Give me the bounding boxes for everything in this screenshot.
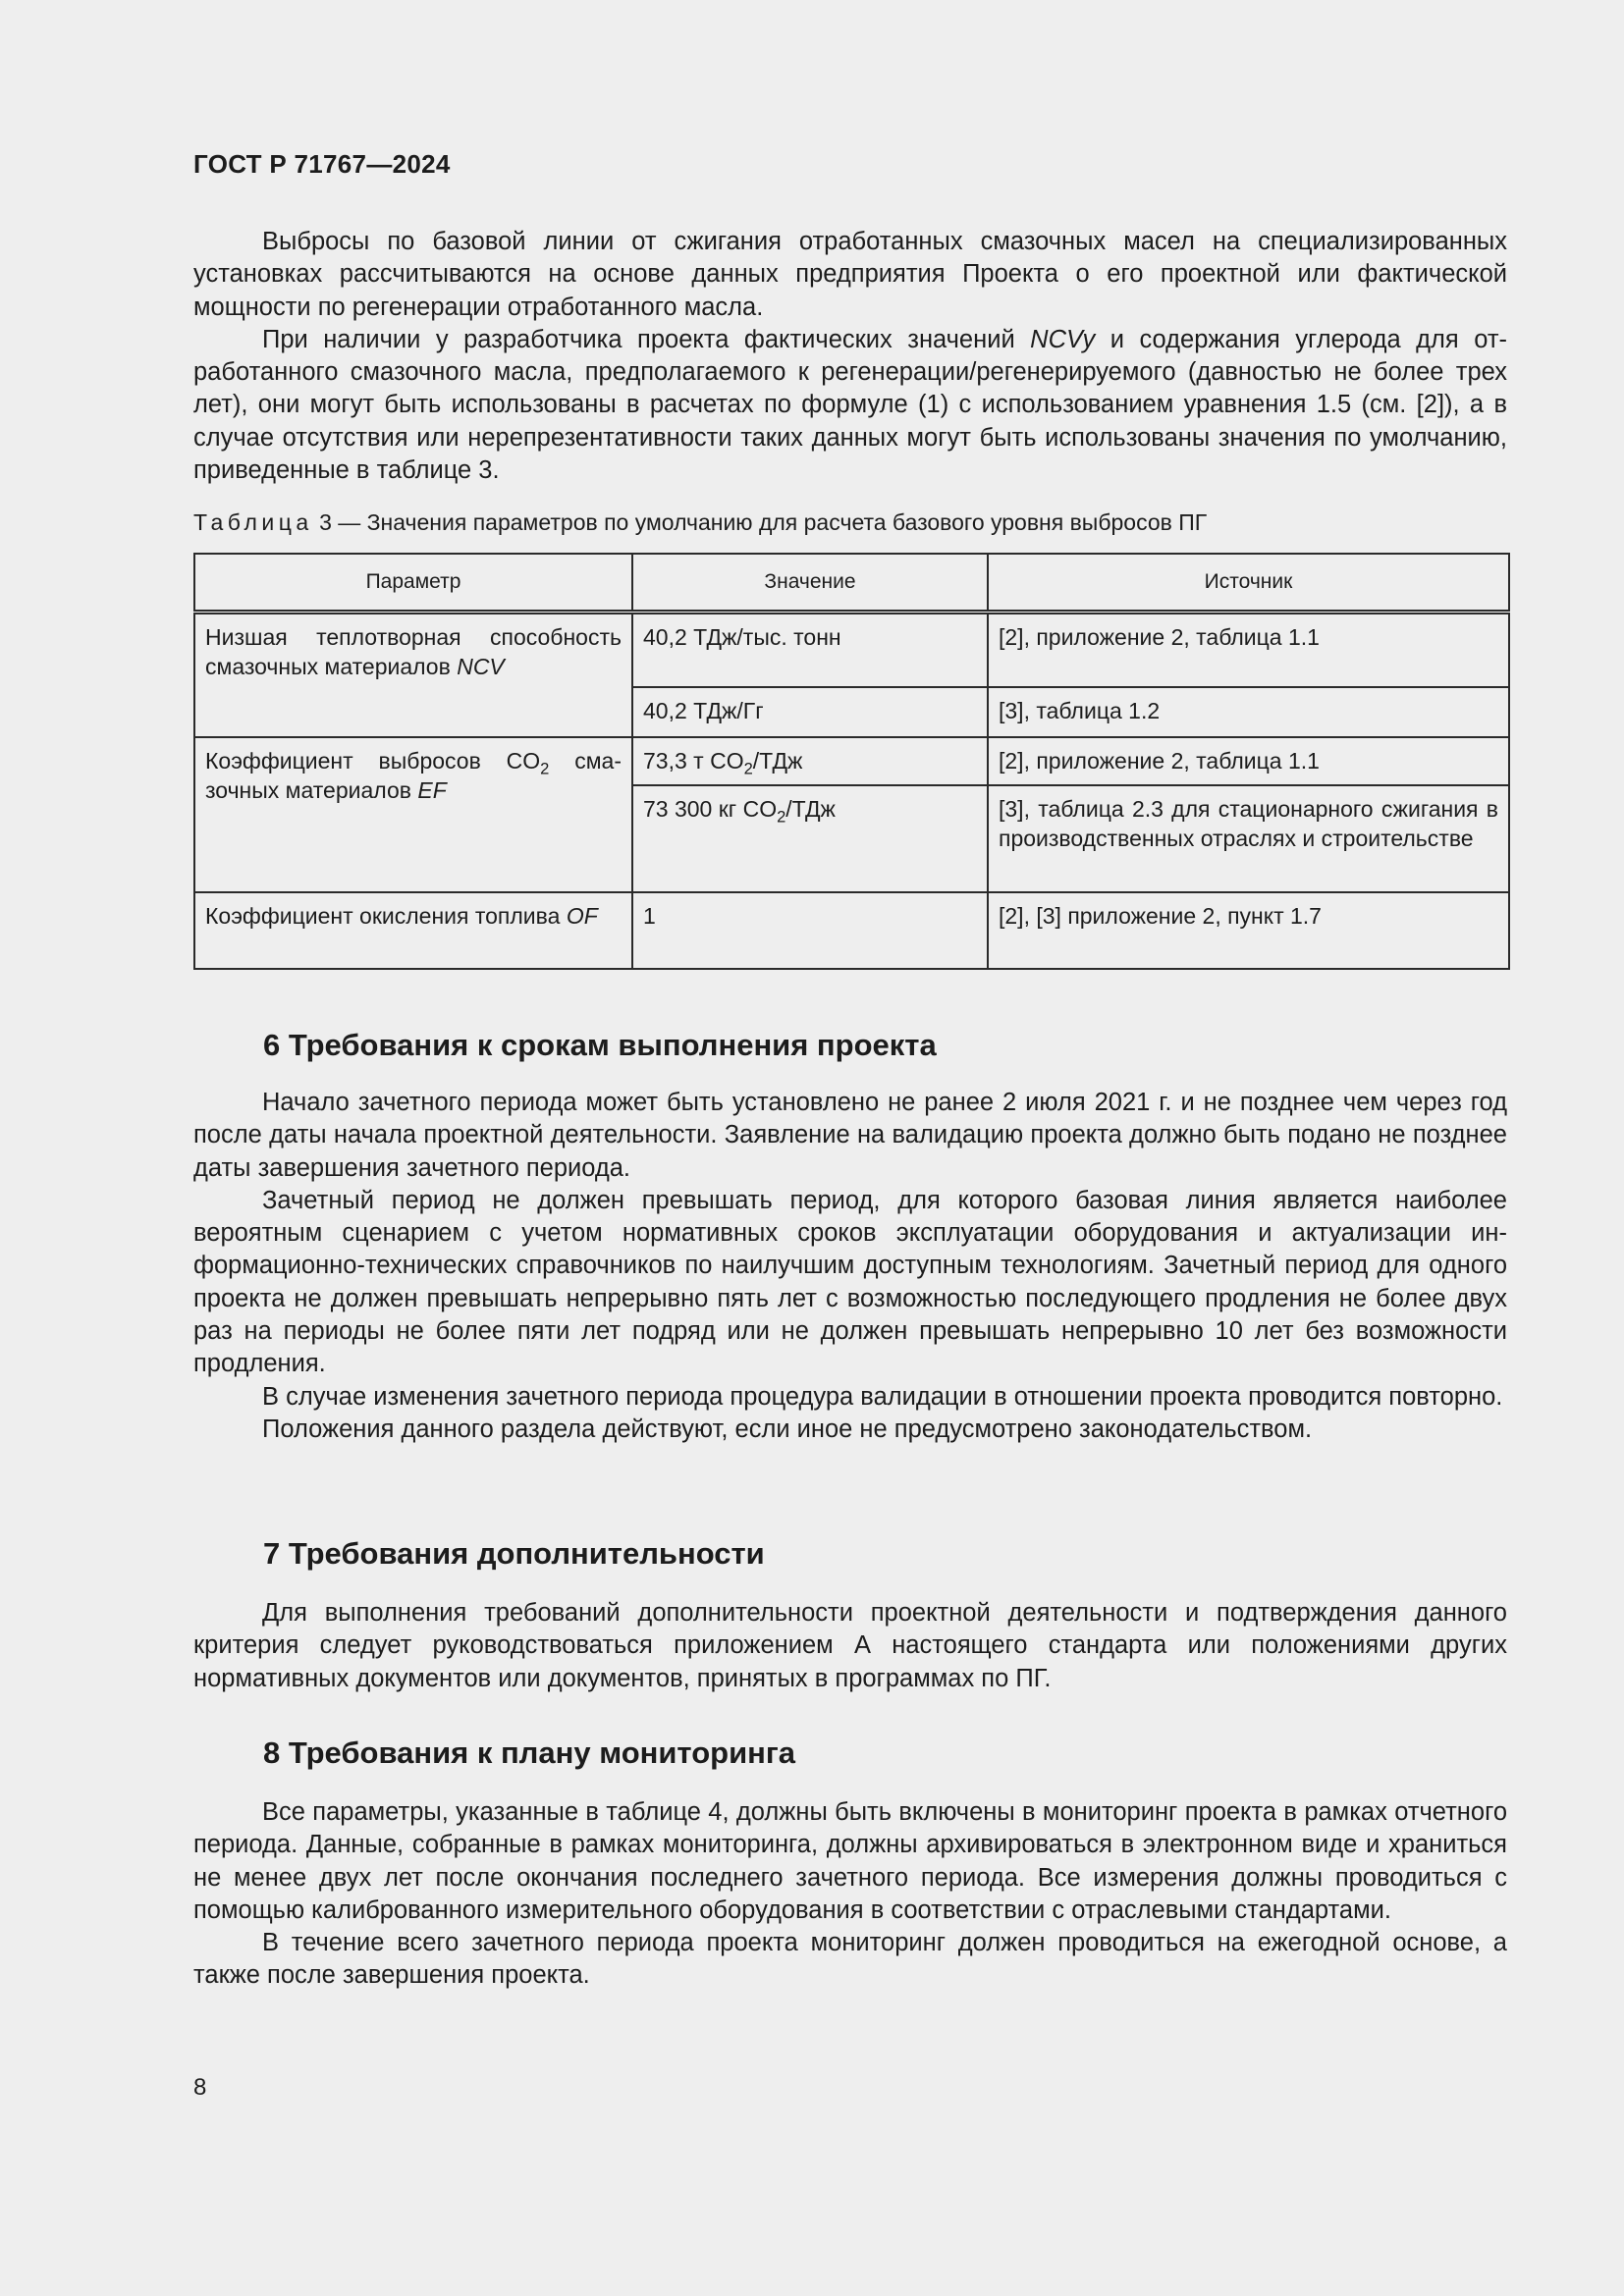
cell-ef-source-2: [3], таблица 2.3 для стационарного сжигания в производственных отраслях и строительстве [988,785,1509,892]
cell-of-source: [2], [3] приложение 2, пункт 1.7 [988,892,1509,969]
cell-ef-source-1: [2], приложение 2, таблица 1.1 [988,737,1509,785]
cell-ncv-parameter: Низшая теплотворная способность смазочных материалов NCV [194,613,632,737]
intro-section [193,226,1507,487]
parameters-table [193,553,1510,970]
cell-ef-value-1: 73,3 т $CO_2$/ТДж [632,737,988,785]
section-6-paragraph: В случае изменения зачетного периода процедура валидации в отношении проекта проводится повторно. [262,1382,1503,1411]
cell-ncv-source-2: [3], таблица 1.2 [988,687,1509,737]
cell-ef-parameter: Коэффициент выбросов $CO_2$ смазочных материалов EF [194,737,632,892]
cell-of-parameter: Коэффициент окисления топлива OF [194,892,632,969]
section-7-title: 7 Требования дополнительности [263,1536,765,1571]
section-8-title: 8 Требования к плану мониторинга [263,1735,796,1770]
table-row [194,737,1509,785]
header-source: Источник [988,554,1509,613]
section-7-body [193,1597,1507,1695]
section-6-paragraph: Начало зачетного периода может быть установлено не ранее 2 июля 2021 г. и не позднее чем через год после даты начала проектной деятельности. Заявление на валидацию проекта должно быть подано не позднее даты завершения зачетного периода. [193,1089,1507,1182]
section-8-paragraph: В течение всего зачетного периода проекта мониторинг должен проводиться на ежегодной основе, а также после завершения проекта. [193,1929,1507,1990]
page-number: 8 [193,2074,207,2101]
intro-paragraph-1: Выбросы по базовой линии от сжигания отработанных смазочных масел на специализированных установках рассчитываются на основе данных предприятия Проекта о его проектной или фактической мощности по регенерации отработанного масла. [193,228,1507,321]
table-row [194,613,1509,687]
section-8-body [193,1796,1507,1993]
section-6-paragraph: Положения данного раздела действуют, если иное не предусмотрено законодательством. [262,1415,1313,1443]
section-6-body [193,1087,1507,1446]
section-6-paragraph: Зачетный период не должен превышать период, для которого базовая линия является наиболее вероятным сценарием с учетом нормативных сроков эксплуатации оборудования и актуализации информационно-технических справочников по наилучшим доступным технологиям. Зачетный период для одного проекта не должен превышать непрерывно пять лет с возможностью последующего продления не более двух раз на периоды не более пяти лет подряд или не должен превышать непрерывно 10 лет без возможности продления. [193,1186,1507,1378]
table-caption: Таблица 3 — Значения параметров по умолчанию для расчета базового уровня выбросов ПГ [193,509,1208,535]
table-row [194,892,1509,969]
cell-ncv-value-1: 40,2 ТДж/тыс. тонн [632,613,988,687]
cell-ncv-source-1: [2], приложение 2, таблица 1.1 [988,613,1509,687]
cell-ef-value-2: 73 300 кг $CO_2$/ТДж [632,785,988,892]
header-parameter: Параметр [194,554,632,613]
cell-of-value: 1 [632,892,988,969]
section-8-paragraph: Все параметры, указанные в таблице 4, должны быть включены в мониторинг проекта в рамках отчетного периода. Данные, собранные в рамках мониторинга, должны архивироваться в электронном виде и храниться не менее двух лет после окончания последнего зачетного периода. Все измерения должны проводиться с помощью калиброванного измерительного оборудования в соответствии с отраслевыми стандартами. [193,1798,1507,1924]
cell-ncv-value-2: 40,2 ТДж/Гг [632,687,988,737]
header-value: Значение [632,554,988,613]
section-7-paragraph: Для выполнения требований дополнительности проектной деятельности и подтверждения данного критерия следует руководствоваться приложением А настоящего стандарта или положениями других нормативных документов или документов, принятых в программах по ПГ. [193,1599,1507,1692]
section-6-title: 6 Требования к срокам выполнения проекта [263,1028,937,1062]
table-header-row [194,554,1509,613]
document-header: ГОСТ Р 71767—2024 [193,149,451,179]
intro-paragraph-2: При наличии у разработчика проекта фактических значений NCVy и содержания углерода для отработанного смазочного масла, предполагаемого к регенерации/регенерируемого (давностью не более трех лет), они могут быть использованы в расчетах по формуле (1) с использованием уравнения 1.5 (см. [2]), а в случае отсутствия или нерепрезентативности таких данных могут быть использованы значения по умолчанию, приведенные в таблице 3. [193,325,1507,485]
